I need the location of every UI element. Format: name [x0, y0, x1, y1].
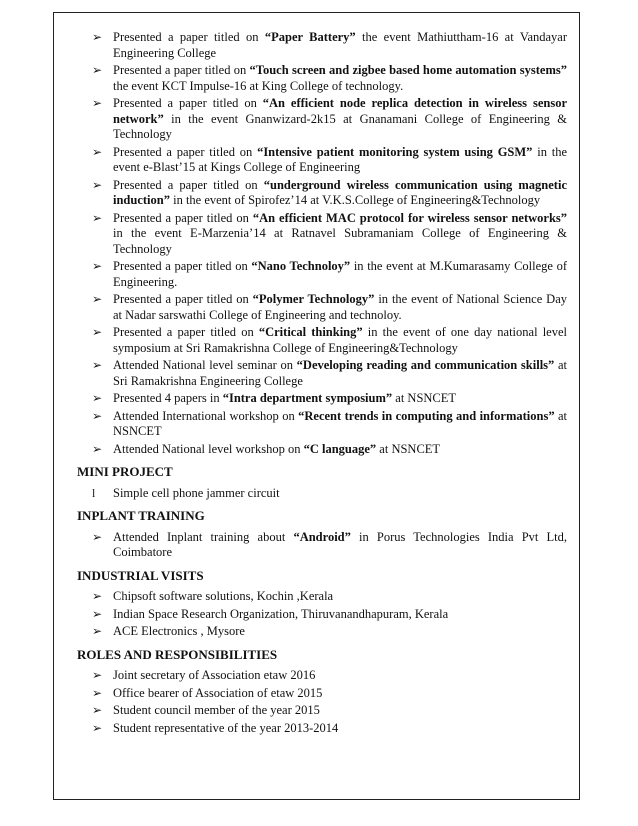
arrow-bullet-icon: ➢: [92, 624, 103, 638]
arrow-bullet-icon: ➢: [92, 358, 103, 372]
activity-item: ➢ Presented a paper titled on “Polymer Technology” in the event of National Science Day at Nadar sarswathi College of Engineering and technoloy.: [92, 292, 567, 322]
list-item: ➢ Joint secretary of Association etaw 2016: [92, 668, 316, 682]
activity-item: ➢ Presented a paper titled on “An efficient MAC protocol for wireless sensor networks” in the event E-Marzenia’14 at Ratnavel Subramaniam College of Engineering & Technology: [92, 210, 568, 256]
arrow-bullet-icon: ➢: [92, 668, 103, 682]
bullet-icon: l: [92, 485, 96, 500]
mini-project-list: [77, 486, 567, 502]
arrow-bullet-icon: ➢: [92, 529, 103, 544]
resume-content: [77, 30, 567, 738]
arrow-bullet-icon: ➢: [92, 144, 103, 159]
industrial-visits-list: [77, 589, 567, 640]
list-item: l Simple cell phone jammer circuit: [92, 485, 280, 500]
roles-heading: ROLES AND RESPONSIBILITIES: [77, 646, 278, 662]
activity-item: ➢ Attended National level workshop on “C language” at NSNCET: [92, 441, 441, 456]
arrow-bullet-icon: ➢: [92, 30, 103, 44]
arrow-bullet-icon: ➢: [92, 210, 103, 225]
activity-item: ➢ Presented a paper titled on “Critical thinking” in the event of one day national level symposium at Sri Ramakrishna College of Engineering&Technology: [92, 325, 567, 355]
activity-item: ➢ Presented 4 papers in “Intra department symposium” at NSNCET: [92, 391, 457, 405]
arrow-bullet-icon: ➢: [92, 408, 103, 423]
activity-item: ➢ Presented a paper titled on “An efficient node replica detection in wireless sensor network” in the event Gnanwizard-2k15 at Gnanamani College of Engineering & Technology: [92, 96, 567, 141]
activity-item: ➢ Presented a paper titled on “Paper Battery” the event Mathiuttham-16 at Vandayar Engineering College: [92, 30, 568, 60]
activities-list: [77, 30, 567, 457]
arrow-bullet-icon: ➢: [92, 177, 103, 192]
mini-project-heading: MINI PROJECT: [77, 464, 173, 479]
arrow-bullet-icon: ➢: [92, 292, 103, 306]
list-item: ➢ ACE Electronics , Mysore: [92, 624, 245, 638]
activity-item: ➢ Presented a paper titled on “Intensive patient monitoring system using GSM” in the event e-Blast’15 at Kings College of Engineering: [92, 144, 568, 174]
arrow-bullet-icon: ➢: [92, 703, 103, 717]
arrow-bullet-icon: ➢: [92, 720, 103, 735]
activity-item: ➢ Attended National level seminar on “Developing reading and communication skills” at Sri Ramakrishna Engineering College: [92, 358, 567, 388]
activity-item: ➢ Presented a paper titled on “Touch screen and zigbee based home automation systems” the event KCT Impulse-16 at King College of technology.: [92, 63, 567, 93]
list-item: ➢ Office bearer of Association of etaw 2015: [92, 685, 323, 700]
arrow-bullet-icon: ➢: [92, 685, 103, 700]
list-item: ➢ Chipsoft software solutions, Kochin ,Kerala: [92, 589, 334, 603]
list-item: ➢ Indian Space Research Organization, Thiruvanandhapuram, Kerala: [92, 606, 449, 621]
activity-item: ➢ Attended International workshop on “Recent trends in computing and informations” at NSNCET: [92, 408, 568, 438]
inplant-list: [77, 530, 567, 561]
arrow-bullet-icon: ➢: [92, 441, 103, 456]
arrow-bullet-icon: ➢: [92, 325, 103, 339]
arrow-bullet-icon: ➢: [92, 259, 103, 273]
arrow-bullet-icon: ➢: [92, 63, 103, 77]
arrow-bullet-icon: ➢: [92, 589, 103, 603]
list-item: ➢ Attended Inplant training about “Android” in Porus Technologies India Pvt Ltd, Coimbatore: [92, 529, 567, 559]
list-item: ➢ Student council member of the year 2015: [92, 703, 320, 717]
activity-item: ➢ Presented a paper titled on “Nano Technoloy” in the event at M.Kumarasamy College of Engineering.: [92, 259, 568, 289]
inplant-training-heading: INPLANT TRAINING: [77, 508, 205, 523]
industrial-visits-heading: INDUSTRIAL VISITS: [77, 567, 204, 583]
list-item: ➢ Student representative of the year 2013-2014: [92, 720, 339, 735]
arrow-bullet-icon: ➢: [92, 96, 103, 110]
arrow-bullet-icon: ➢: [92, 606, 103, 621]
arrow-bullet-icon: ➢: [92, 391, 103, 405]
roles-list: [77, 668, 567, 736]
activity-item: ➢ Presented a paper titled on “underground wireless communication using magnetic induction” in the event of Spirofez’14 at V.K.S.College of Engineering&Technology: [92, 177, 567, 207]
